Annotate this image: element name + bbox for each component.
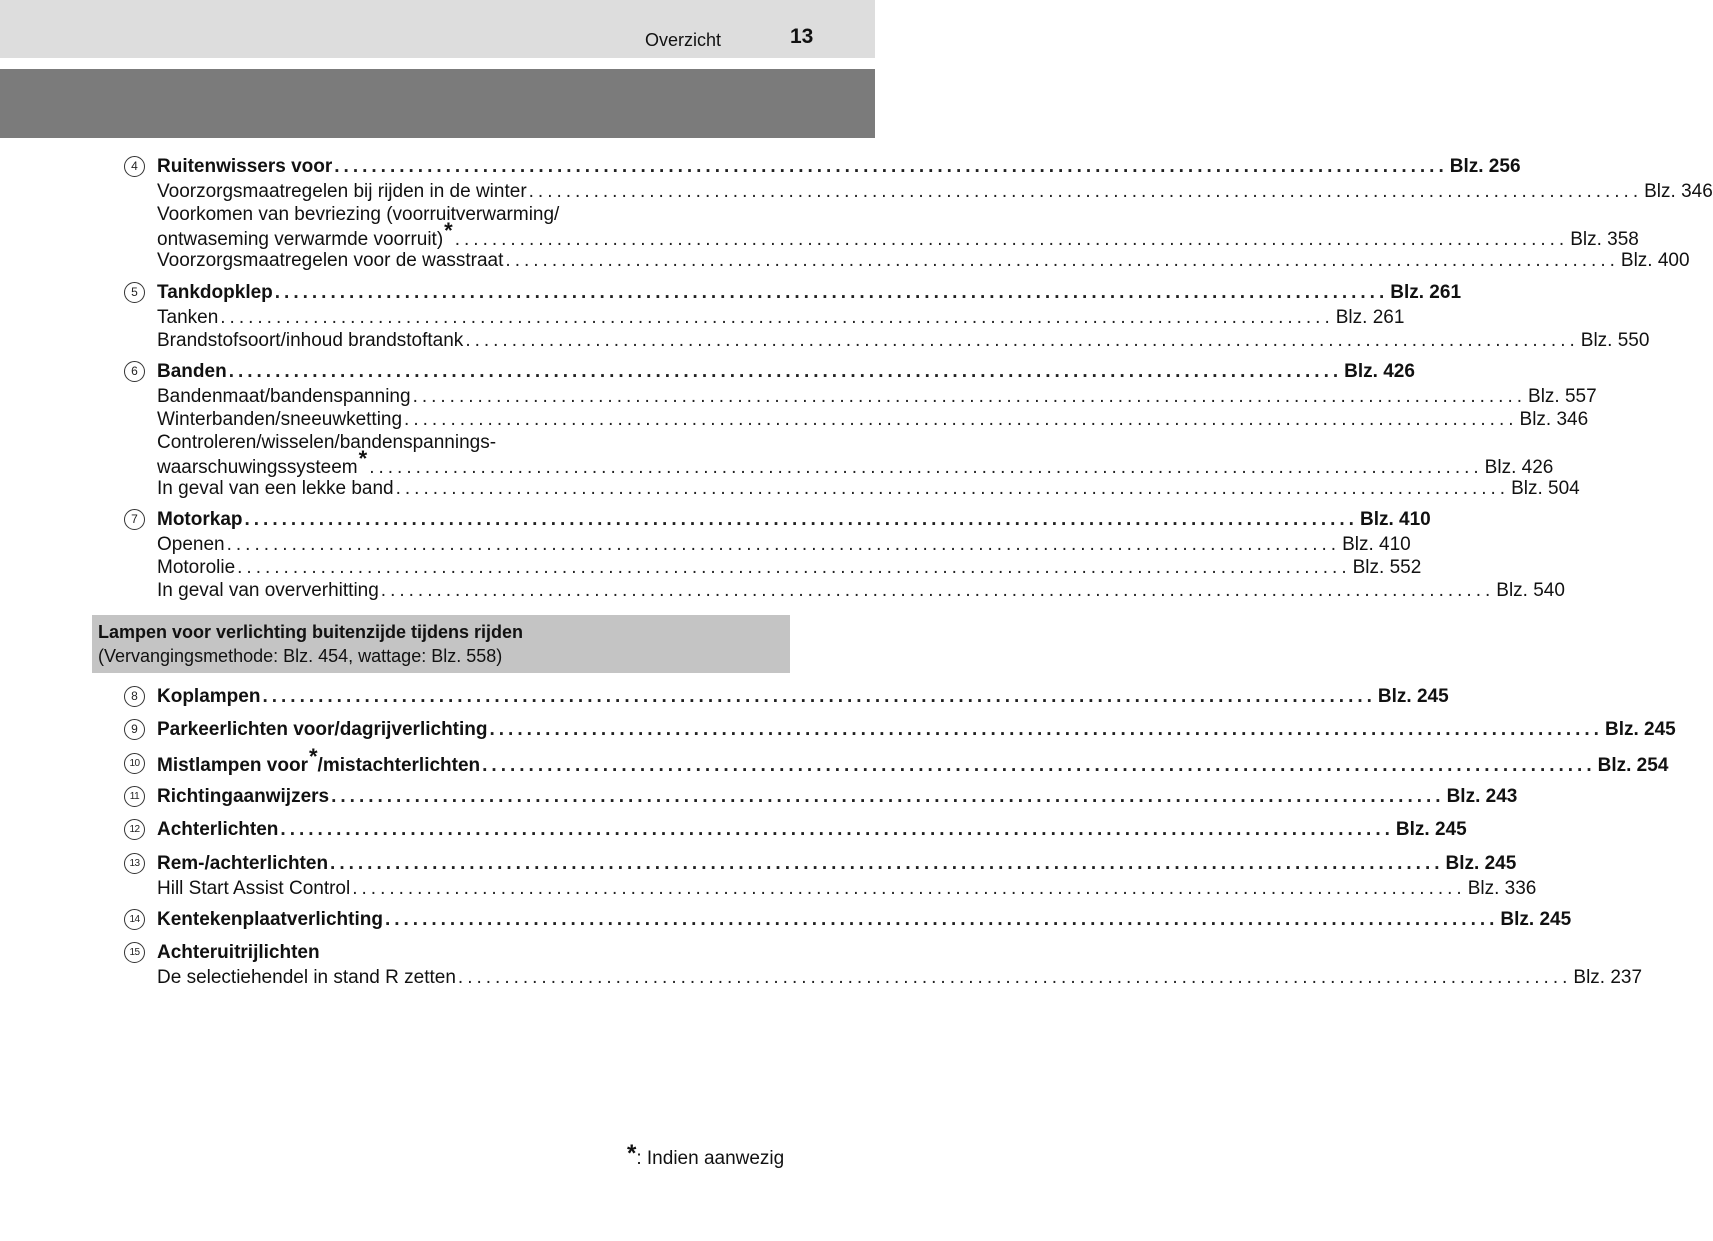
entry-page: Blz. 245: [1445, 853, 1517, 874]
entry-page: Blz. 540: [1496, 580, 1565, 601]
leader-dots: ........................................................................................................................: [505, 250, 1619, 271]
entry-label-line1: Controleren/wisselen/bandenspannings-: [157, 432, 497, 453]
leader-dots: ........................................................................................................................: [244, 509, 1358, 530]
footnote-asterisk: *: [627, 1140, 637, 1167]
entry-page: Blz. 346: [1644, 181, 1713, 202]
entry-page: Blz. 426: [1344, 361, 1415, 382]
toc-subentry[interactable]: [157, 218, 1639, 250]
entry-label: Banden: [157, 361, 227, 382]
item-number-5: 5: [124, 282, 145, 303]
toc-subentry[interactable]: [157, 386, 1597, 408]
section-subtitle: (Vervangingsmethode: Blz. 454, wattage: Blz. 558): [98, 646, 503, 666]
item-number-15: 15: [124, 942, 145, 963]
toc-subentry[interactable]: [157, 409, 1589, 431]
entry-label: Motorkap: [157, 509, 243, 530]
leader-dots: ........................................................................................................................: [404, 409, 1518, 430]
toc-entry-richtingaanwijzers[interactable]: [157, 786, 1518, 808]
leader-dots: ........................................................................................................................: [226, 534, 1341, 555]
toc-subentry[interactable]: [157, 534, 1411, 556]
toc-subentry[interactable]: [157, 330, 1650, 352]
entry-label: Openen: [157, 534, 225, 555]
entry-label: Winterbanden/sneeuwketting: [157, 409, 403, 430]
entry-page: Blz. 261: [1390, 282, 1462, 303]
item-number-10: 10: [124, 753, 145, 774]
entry-page: Blz. 550: [1580, 330, 1650, 351]
toc-entry-motorkap[interactable]: [157, 509, 1431, 531]
section-title: Lampen voor verlichting buitenzijde tijdens rijden: [98, 622, 524, 642]
item-number-11: 11: [124, 786, 145, 807]
leader-dots: ........................................................................................................................: [380, 580, 1495, 601]
toc-entry-remlichten[interactable]: [157, 853, 1517, 875]
item-number-9: 9: [124, 719, 145, 740]
entry-label: Parkeerlichten voor/dagrijverlichting: [157, 719, 488, 740]
entry-page: Blz. 336: [1467, 878, 1537, 899]
toc-subentry[interactable]: [157, 878, 1537, 900]
toc-subentry[interactable]: [157, 181, 1713, 203]
page-number: 13: [790, 25, 814, 48]
entry-label: Voorzorgsmaatregelen bij rijden in de winter: [157, 181, 527, 202]
leader-dots: ........................................................................................................................: [395, 478, 1510, 499]
leader-dots: ........................................................................................................................: [369, 457, 1483, 478]
leader-dots: ........................................................................................................................: [331, 786, 1445, 807]
entry-label: Brandstofsoort/inhoud brandstoftank: [157, 330, 464, 351]
leader-dots: ........................................................................................................................: [352, 878, 1466, 899]
entry-page: Blz. 504: [1511, 478, 1580, 499]
leader-dots: ........................................................................................................................: [274, 282, 1389, 303]
entry-page: Blz. 254: [1597, 755, 1669, 776]
entry-page: Blz. 245: [1377, 686, 1449, 707]
page-header: [0, 0, 875, 58]
entry-label: Richtingaanwijzers: [157, 786, 330, 807]
item-number-12: 12: [124, 819, 145, 840]
item-number-13: 13: [124, 853, 145, 874]
entry-label: Ruitenwissers voor: [157, 156, 333, 177]
toc-entry-banden[interactable]: [157, 361, 1415, 383]
entry-page: Blz. 426: [1484, 457, 1554, 478]
toc-entry-tankdopklep[interactable]: [157, 282, 1462, 304]
item-number-8: 8: [124, 686, 145, 707]
footnote: [627, 1140, 785, 1171]
entry-page: Blz. 557: [1528, 386, 1597, 407]
entry-label: Tanken: [157, 307, 219, 328]
entry-label-suffix: /mistachterlichten: [317, 755, 481, 776]
leader-dots: ........................................................................................................................: [280, 819, 1394, 840]
entry-page: Blz. 410: [1359, 509, 1431, 530]
asterisk-mark: *: [358, 446, 368, 471]
toc-entry-koplampen[interactable]: [157, 686, 1449, 708]
leader-dots: ........................................................................................................................: [220, 307, 1334, 328]
entry-label: Voorzorgsmaatregelen voor de wasstraat: [157, 250, 504, 271]
entry-label: Tankdopklep: [157, 282, 273, 303]
leader-dots: ........................................................................................................................: [457, 967, 1572, 988]
toc-subentry[interactable]: [157, 557, 1422, 579]
leader-dots: ........................................................................................................................: [334, 156, 1448, 177]
entry-label: In geval van oververhitting: [157, 580, 379, 601]
leader-dots: ........................................................................................................................: [237, 557, 1351, 578]
entry-label: ontwaseming verwarmde voorruit): [157, 229, 444, 250]
entry-label: Achterlichten: [157, 819, 279, 840]
item-number-4: 4: [124, 156, 145, 177]
toc-entry-achteruitrijlichten[interactable]: Achteruitrijlichten: [157, 942, 320, 963]
entry-label: Hill Start Assist Control: [157, 878, 351, 899]
leader-dots: ........................................................................................................................: [228, 361, 1343, 382]
entry-label: Bandenmaat/bandenspanning: [157, 386, 411, 407]
entry-label: Koplampen: [157, 686, 261, 707]
entry-page: Blz. 410: [1342, 534, 1411, 555]
entry-page: Blz. 237: [1573, 967, 1643, 988]
toc-entry-ruitenwissers[interactable]: [157, 156, 1521, 178]
toc-subentry[interactable]: [157, 250, 1690, 272]
toc-entry-achterlichten[interactable]: [157, 819, 1467, 841]
asterisk-mark: *: [444, 218, 453, 243]
leader-dots: ........................................................................................................................: [465, 330, 1579, 351]
toc-subentry[interactable]: [157, 580, 1565, 602]
toc-entry-kentekenplaatverlichting[interactable]: [157, 909, 1572, 931]
leader-dots: ........................................................................................................................: [384, 909, 1499, 930]
entry-page: Blz. 245: [1395, 819, 1467, 840]
entry-label-line1: Voorkomen van bevriezing (voorruitverwarming/: [157, 204, 560, 225]
header-section-title: Overzicht: [645, 30, 722, 50]
leader-dots: ........................................................................................................................: [330, 853, 1444, 874]
toc-subentry[interactable]: [157, 478, 1580, 500]
toc-subentry[interactable]: [157, 446, 1554, 478]
leader-dots: ........................................................................................................................: [454, 229, 1569, 250]
toc-subentry[interactable]: [157, 967, 1643, 989]
footnote-text: : Indien aanwezig: [636, 1148, 785, 1169]
entry-label: De selectiehendel in stand R zetten: [157, 967, 456, 988]
entry-page: Blz. 256: [1449, 156, 1521, 177]
entry-page: Blz. 346: [1519, 409, 1589, 430]
leader-dots: ........................................................................................................................: [412, 386, 1527, 407]
entry-page: Blz. 358: [1570, 229, 1639, 250]
entry-label: Rem-/achterlichten: [157, 853, 329, 874]
entry-page: Blz. 552: [1352, 557, 1422, 578]
entry-page: Blz. 245: [1500, 909, 1572, 930]
item-number-14: 14: [124, 909, 145, 930]
leader-dots: ........................................................................................................................: [489, 719, 1603, 740]
entry-page: Blz. 400: [1620, 250, 1690, 271]
leader-dots: ........................................................................................................................: [482, 755, 1596, 776]
entry-label: Motorolie: [157, 557, 236, 578]
item-number-6: 6: [124, 361, 145, 382]
header-band: [0, 69, 875, 138]
entry-page: Blz. 243: [1446, 786, 1518, 807]
item-number-7: 7: [124, 509, 145, 530]
entry-label: Mistlampen voor: [157, 755, 308, 776]
entry-page: Blz. 245: [1604, 719, 1676, 740]
entry-label: Kentekenplaatverlichting: [157, 909, 383, 930]
toc-entry-mistlampen[interactable]: [157, 744, 1669, 776]
asterisk-mark: *: [308, 744, 318, 769]
leader-dots: ........................................................................................................................: [262, 686, 1376, 707]
toc-subentry[interactable]: [157, 307, 1405, 329]
leader-dots: ........................................................................................................................: [528, 181, 1643, 202]
toc-entry-parkeerlichten[interactable]: [157, 719, 1676, 741]
entry-label: waarschuwingssysteem: [157, 457, 358, 478]
entry-page: Blz. 261: [1335, 307, 1405, 328]
entry-label: In geval van een lekke band: [157, 478, 394, 499]
